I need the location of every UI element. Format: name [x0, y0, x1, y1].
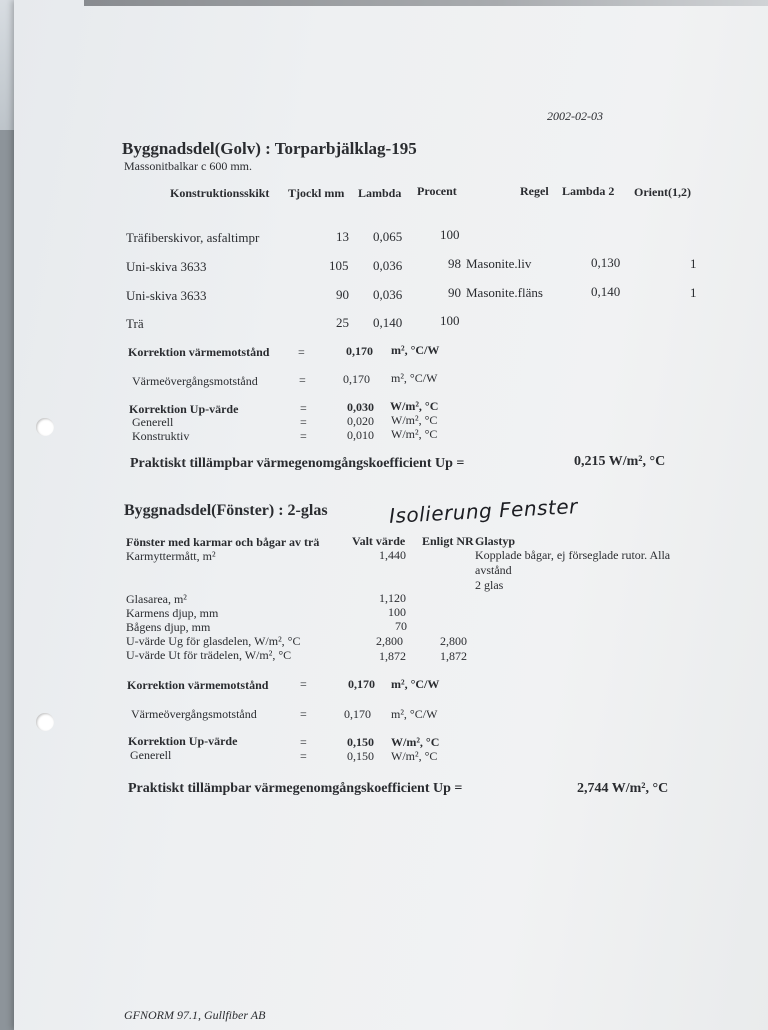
golv-korr-up-label: Korrektion Up-värde: [129, 402, 239, 416]
golv-generell-unit: W/m², °C: [391, 413, 438, 427]
fonster-row-label: Karmens djup, mm: [126, 606, 219, 620]
punch-hole: [36, 418, 54, 436]
equals-sign: =: [300, 429, 307, 443]
fonster-heading: Byggnadsdel(Fönster) : 2-glas: [124, 502, 328, 519]
fonster-col-header-enligt: Enligt NR: [422, 534, 474, 548]
table-row-lambda: 0,036: [373, 258, 403, 273]
fonster-generell-unit: W/m², °C: [391, 749, 438, 763]
handwritten-note: Isolierung Fenster: [388, 494, 579, 528]
fonster-row-label: Bågens djup, mm: [126, 620, 211, 634]
equals-sign: =: [300, 735, 307, 749]
fonster-col-header-valt: Valt värde: [352, 534, 406, 548]
table-row-regel: Masonite.liv: [466, 256, 532, 271]
document-footer: GFNORM 97.1, Gullfiber AB: [124, 1008, 266, 1022]
underlying-page-edge: [84, 0, 768, 6]
table-row-tjockl: 25: [336, 315, 349, 330]
col-header-tjockl: Tjockl mm: [288, 186, 345, 200]
table-row-name: Uni-skiva 3633: [126, 288, 207, 303]
fonster-praktiskt-value: 2,744 W/m², °C: [577, 781, 669, 796]
golv-generell-label: Generell: [132, 415, 174, 429]
glastyp-line: avstånd: [475, 563, 512, 577]
table-row-procent: 90: [448, 285, 461, 300]
golv-korr-varme-value: 0,170: [346, 344, 373, 358]
fonster-korr-varme-unit: m², °C/W: [391, 677, 440, 691]
fonster-korr-up-label: Korrektion Up-värde: [128, 734, 238, 748]
golv-konstruktiv-label: Konstruktiv: [132, 429, 190, 443]
table-row-procent: 100: [440, 227, 460, 242]
equals-sign: =: [298, 345, 305, 359]
document-date: 2002-02-03: [547, 109, 603, 123]
fonster-row-valt: 1,872: [379, 649, 406, 663]
table-row-tjockl: 13: [336, 229, 349, 244]
fonster-row-label: U-värde Ug för glasdelen, W/m², °C: [126, 634, 301, 648]
col-header-konstruktionsskikt: Konstruktionsskikt: [170, 186, 270, 200]
golv-korr-up-unit: W/m², °C: [390, 399, 439, 413]
golv-subheading: Massonitbalkar c 600 mm.: [124, 159, 252, 173]
golv-generell-value: 0,020: [347, 414, 374, 428]
golv-overgang-label: Värmeövergångsmotstånd: [132, 374, 258, 388]
table-row-regel: Masonite.fläns: [466, 285, 543, 300]
fonster-row-label: Glasarea, m²: [126, 592, 187, 606]
fonster-overgang-value: 0,170: [344, 707, 371, 721]
table-row-procent: 100: [440, 313, 460, 328]
glastyp-line: 2 glas: [475, 578, 504, 592]
table-row-name: Uni-skiva 3633: [126, 259, 207, 274]
document-page: [14, 0, 768, 1030]
table-row-name: Träfiberskivor, asfaltimpr: [126, 230, 260, 245]
equals-sign: =: [299, 373, 306, 387]
fonster-korr-up-value: 0,150: [347, 735, 374, 749]
equals-sign: =: [300, 401, 307, 415]
golv-korr-up-value: 0,030: [347, 400, 374, 414]
equals-sign: =: [300, 707, 307, 721]
table-row-orient: 1: [690, 256, 697, 271]
table-row-tjockl: 90: [336, 287, 349, 302]
fonster-row-enligt: 2,800: [440, 634, 467, 648]
col-header-lambda: Lambda: [358, 186, 402, 200]
equals-sign: =: [300, 749, 307, 763]
col-header-regel: Regel: [520, 184, 549, 198]
fonster-row-label: U-värde Ut för trädelen, W/m², °C: [126, 648, 292, 662]
fonster-row-valt: 100: [388, 605, 406, 619]
fonster-generell-value: 0,150: [347, 749, 374, 763]
table-row-orient: 1: [690, 285, 697, 300]
fonster-row-enligt: 1,872: [440, 649, 467, 663]
fonster-karmytter-valt: 1,440: [379, 548, 406, 562]
fonster-row-valt: 1,120: [379, 591, 406, 605]
golv-heading: Byggnadsdel(Golv) : Torparbjälklag-195: [122, 139, 417, 158]
golv-korr-varme-label: Korrektion värmemotstånd: [128, 345, 270, 359]
punch-hole: [36, 713, 54, 731]
table-row-lambda: 0,036: [373, 287, 403, 302]
equals-sign: =: [300, 677, 307, 691]
table-row-name: Trä: [126, 316, 144, 331]
fonster-row-valt: 2,800: [376, 634, 403, 648]
golv-praktiskt-value: 0,215 W/m², °C: [574, 454, 666, 469]
golv-overgang-unit: m², °C/W: [391, 371, 438, 385]
table-row-procent: 98: [448, 256, 461, 271]
glastyp-line: Kopplade bågar, ej förseglade rutor. Alla: [475, 548, 671, 562]
golv-overgang-value: 0,170: [343, 372, 370, 386]
golv-konstruktiv-value: 0,010: [347, 428, 374, 442]
table-row-lambda: 0,065: [373, 229, 403, 244]
golv-korr-varme-unit: m², °C/W: [391, 343, 440, 357]
equals-sign: =: [300, 415, 307, 429]
fonster-karmytter-label: Karmyttermått, m²: [126, 549, 216, 563]
fonster-korr-varme-value: 0,170: [348, 677, 375, 691]
table-row-tjockl: 105: [329, 258, 349, 273]
fonster-col-header-glastyp: Glastyp: [475, 534, 516, 548]
fonster-korr-up-unit: W/m², °C: [391, 735, 440, 749]
col-header-orient: Orient(1,2): [634, 185, 691, 199]
col-header-procent: Procent: [417, 184, 457, 198]
fonster-row-valt: 70: [395, 619, 407, 633]
fonster-praktiskt-label: Praktiskt tillämpbar värmegenomgångskoefficient Up =: [128, 781, 463, 796]
fonster-generell-label: Generell: [130, 748, 172, 762]
fonster-overgang-label: Värmeövergångsmotstånd: [131, 707, 257, 721]
table-row-lambda: 0,140: [373, 315, 403, 330]
fonster-overgang-unit: m², °C/W: [391, 707, 438, 721]
col-header-lambda2: Lambda 2: [562, 184, 615, 198]
golv-praktiskt-label: Praktiskt tillämpbar värmegenomgångskoefficient Up =: [130, 456, 465, 471]
table-row-lambda2: 0,130: [591, 255, 621, 270]
fonster-col-header-label: Fönster med karmar och bågar av trä: [126, 535, 320, 549]
fonster-korr-varme-label: Korrektion värmemotstånd: [127, 678, 269, 692]
golv-konstruktiv-unit: W/m², °C: [391, 427, 438, 441]
table-row-lambda2: 0,140: [591, 284, 621, 299]
